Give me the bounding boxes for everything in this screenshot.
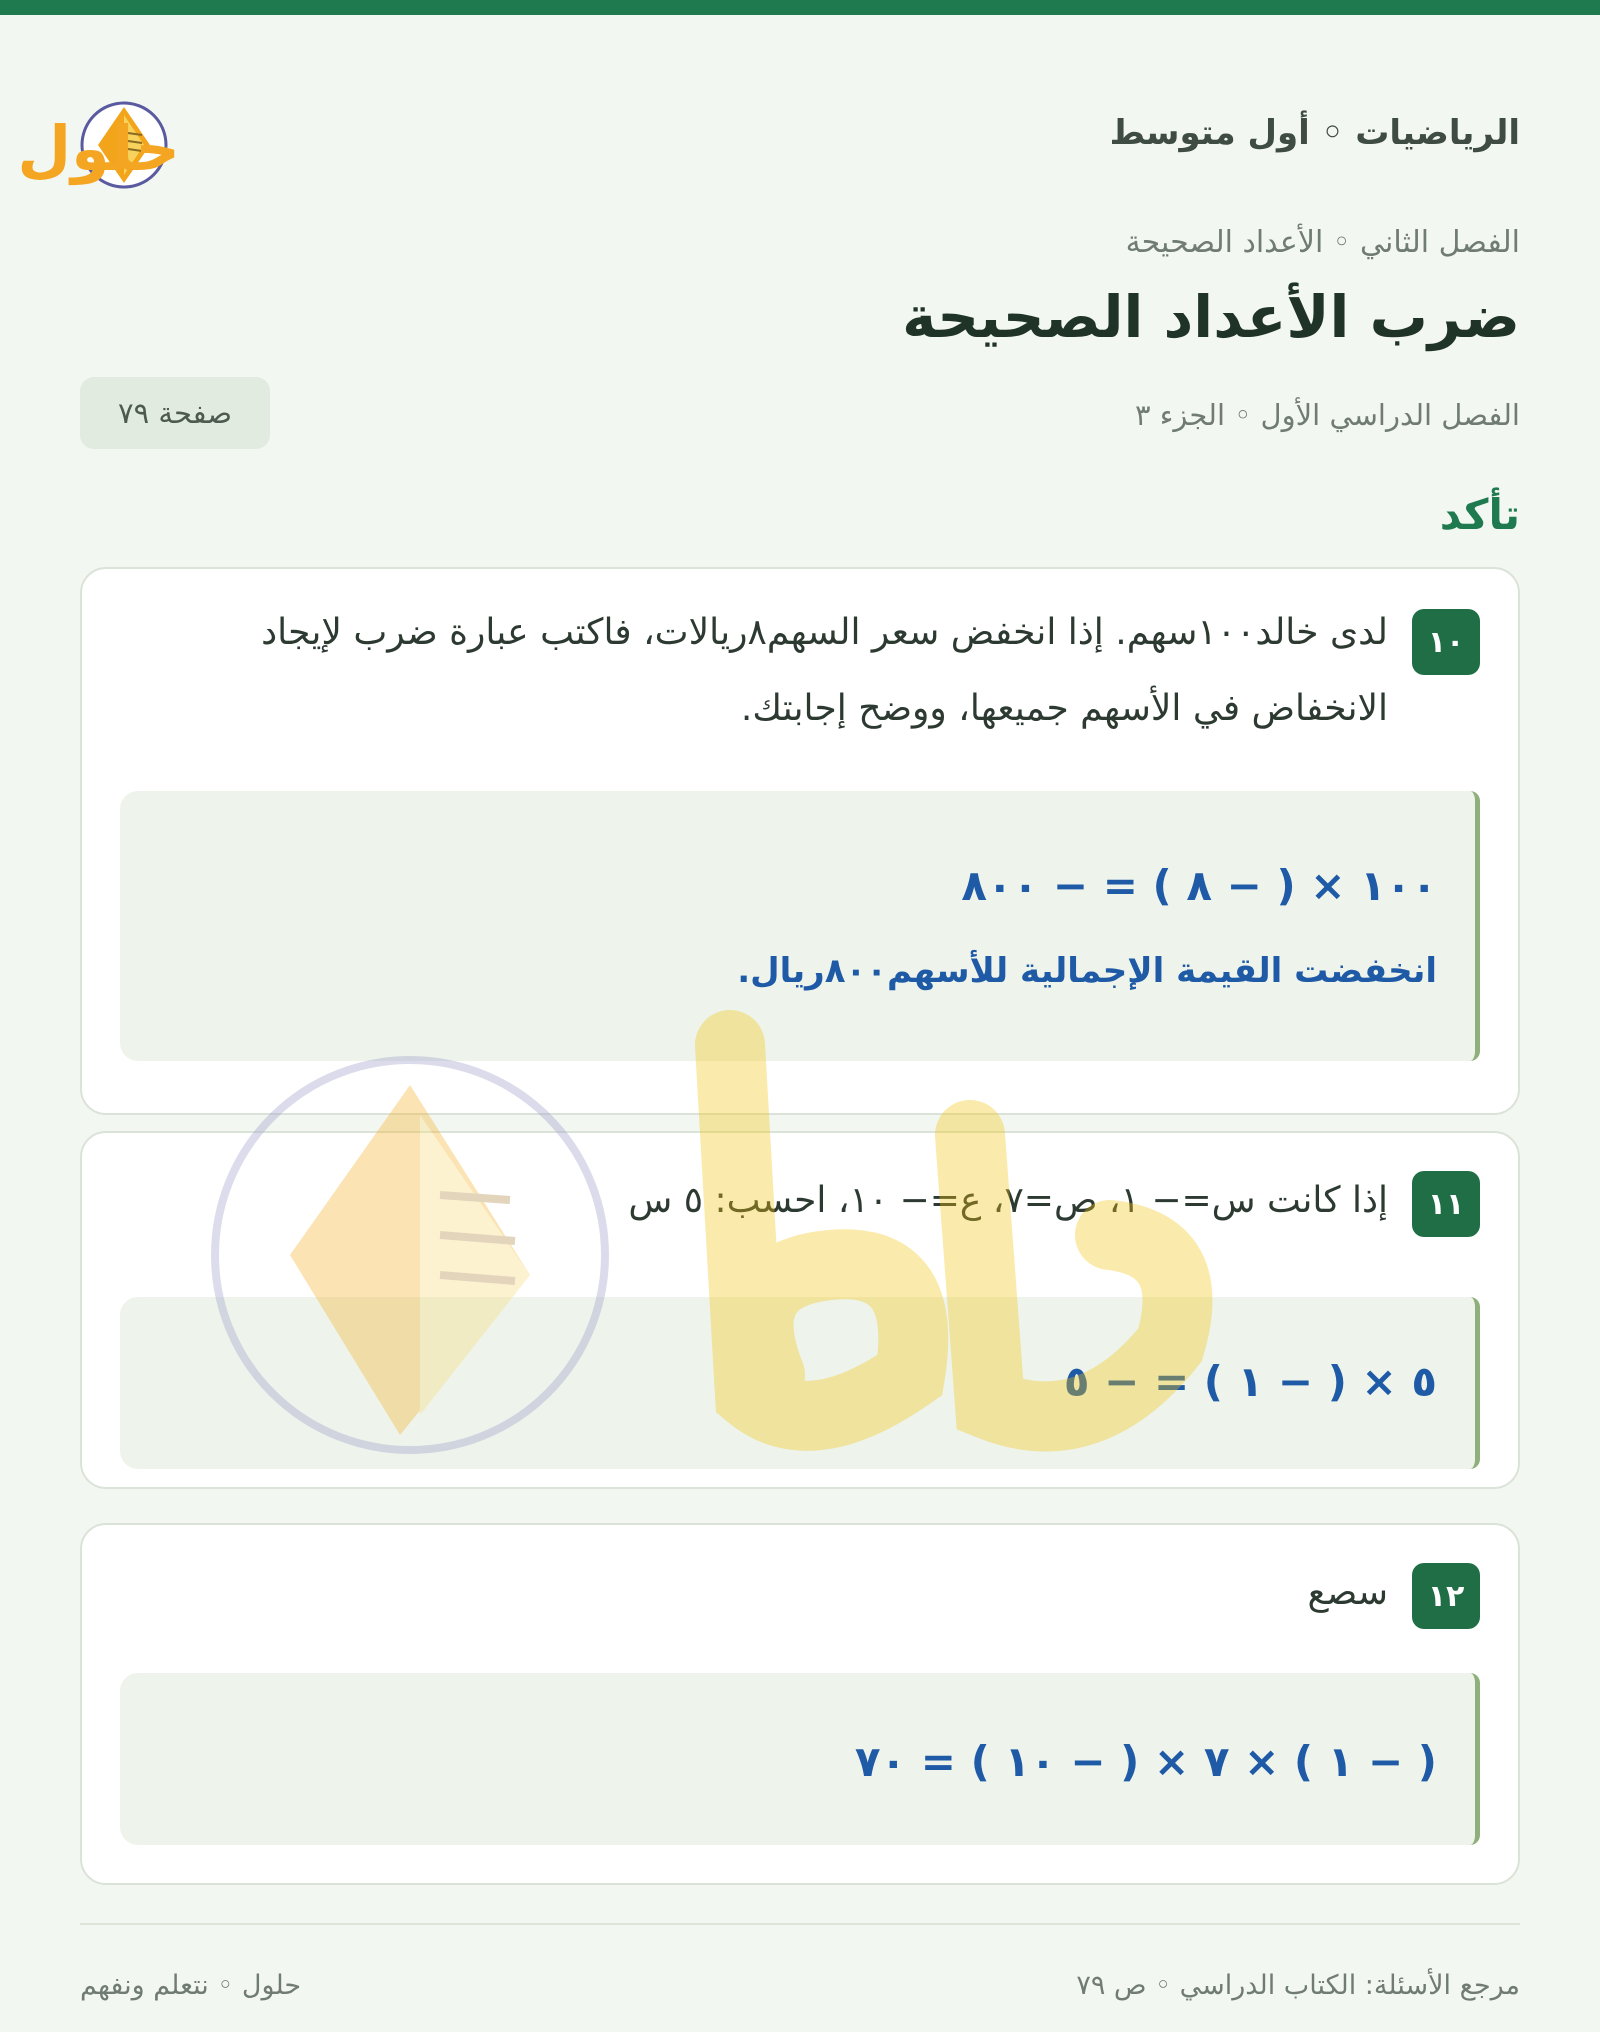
page [17, 15, 1520, 2032]
answer-box [120, 791, 1480, 1061]
section-title: تأكد [1439, 490, 1520, 539]
lesson-title: ضرب الأعداد الصحيحة [902, 283, 1520, 351]
answer-equation: ١٠٠ × ( − ٨ ) = − ٨٠٠ [961, 861, 1437, 910]
answer-note: انخفضت القيمة الإجمالية للأسهم٨٠٠ريال. [737, 951, 1437, 991]
hulool-logo [17, 85, 370, 195]
footer-brand: حلول ◦ نتعلم ونفهم [80, 1970, 302, 2001]
top-accent-bar [0, 0, 1600, 15]
footer-divider [80, 1923, 1520, 1925]
footer-reference: مرجع الأسئلة: الكتاب الدراسي ◦ ص ٧٩ [1076, 1970, 1520, 2001]
answer-equation: ٥ × ( − ١ ) = − ٥ [1063, 1357, 1437, 1406]
answer-box [120, 1297, 1480, 1469]
question-card-11 [80, 1131, 1520, 1489]
question-number: ١٢ [1412, 1563, 1480, 1629]
chapter-label: الفصل الثاني ◦ الأعداد الصحيحة [1125, 225, 1520, 260]
question-text: س‍ص‍ع [1307, 1572, 1388, 1613]
header [17, 85, 1520, 195]
subject-title: الرياضيات ◦ أول متوسط [1109, 113, 1520, 153]
question-card-12 [80, 1523, 1520, 1885]
question-card-10 [80, 567, 1520, 1115]
answer-equation: ( − ١ ) × ٧ × ( − ١٠ ) = ٧٠ [854, 1737, 1437, 1786]
question-number: ١١ [1412, 1171, 1480, 1237]
logo-text: حلول [17, 112, 180, 185]
semester-label: الفصل الدراسي الأول ◦ الجزء ٣ [1134, 398, 1520, 432]
question-text: إذا كانت س=− ١، ص=٧، ع=− ١٠، احسب: ٥ س [628, 1180, 1388, 1221]
question-text: لدى خالد١٠٠سهم. إذا انخفض سعر السهم٨ريالات، فاكتب عبارة ضرب لإيجاد الانخفاض في الأسهم جميعها، ووضح إجابتك. [261, 612, 1388, 729]
page-number-badge: صفحة ٧٩ [80, 377, 270, 449]
answer-box [120, 1673, 1480, 1845]
question-number: ١٠ [1412, 609, 1480, 675]
